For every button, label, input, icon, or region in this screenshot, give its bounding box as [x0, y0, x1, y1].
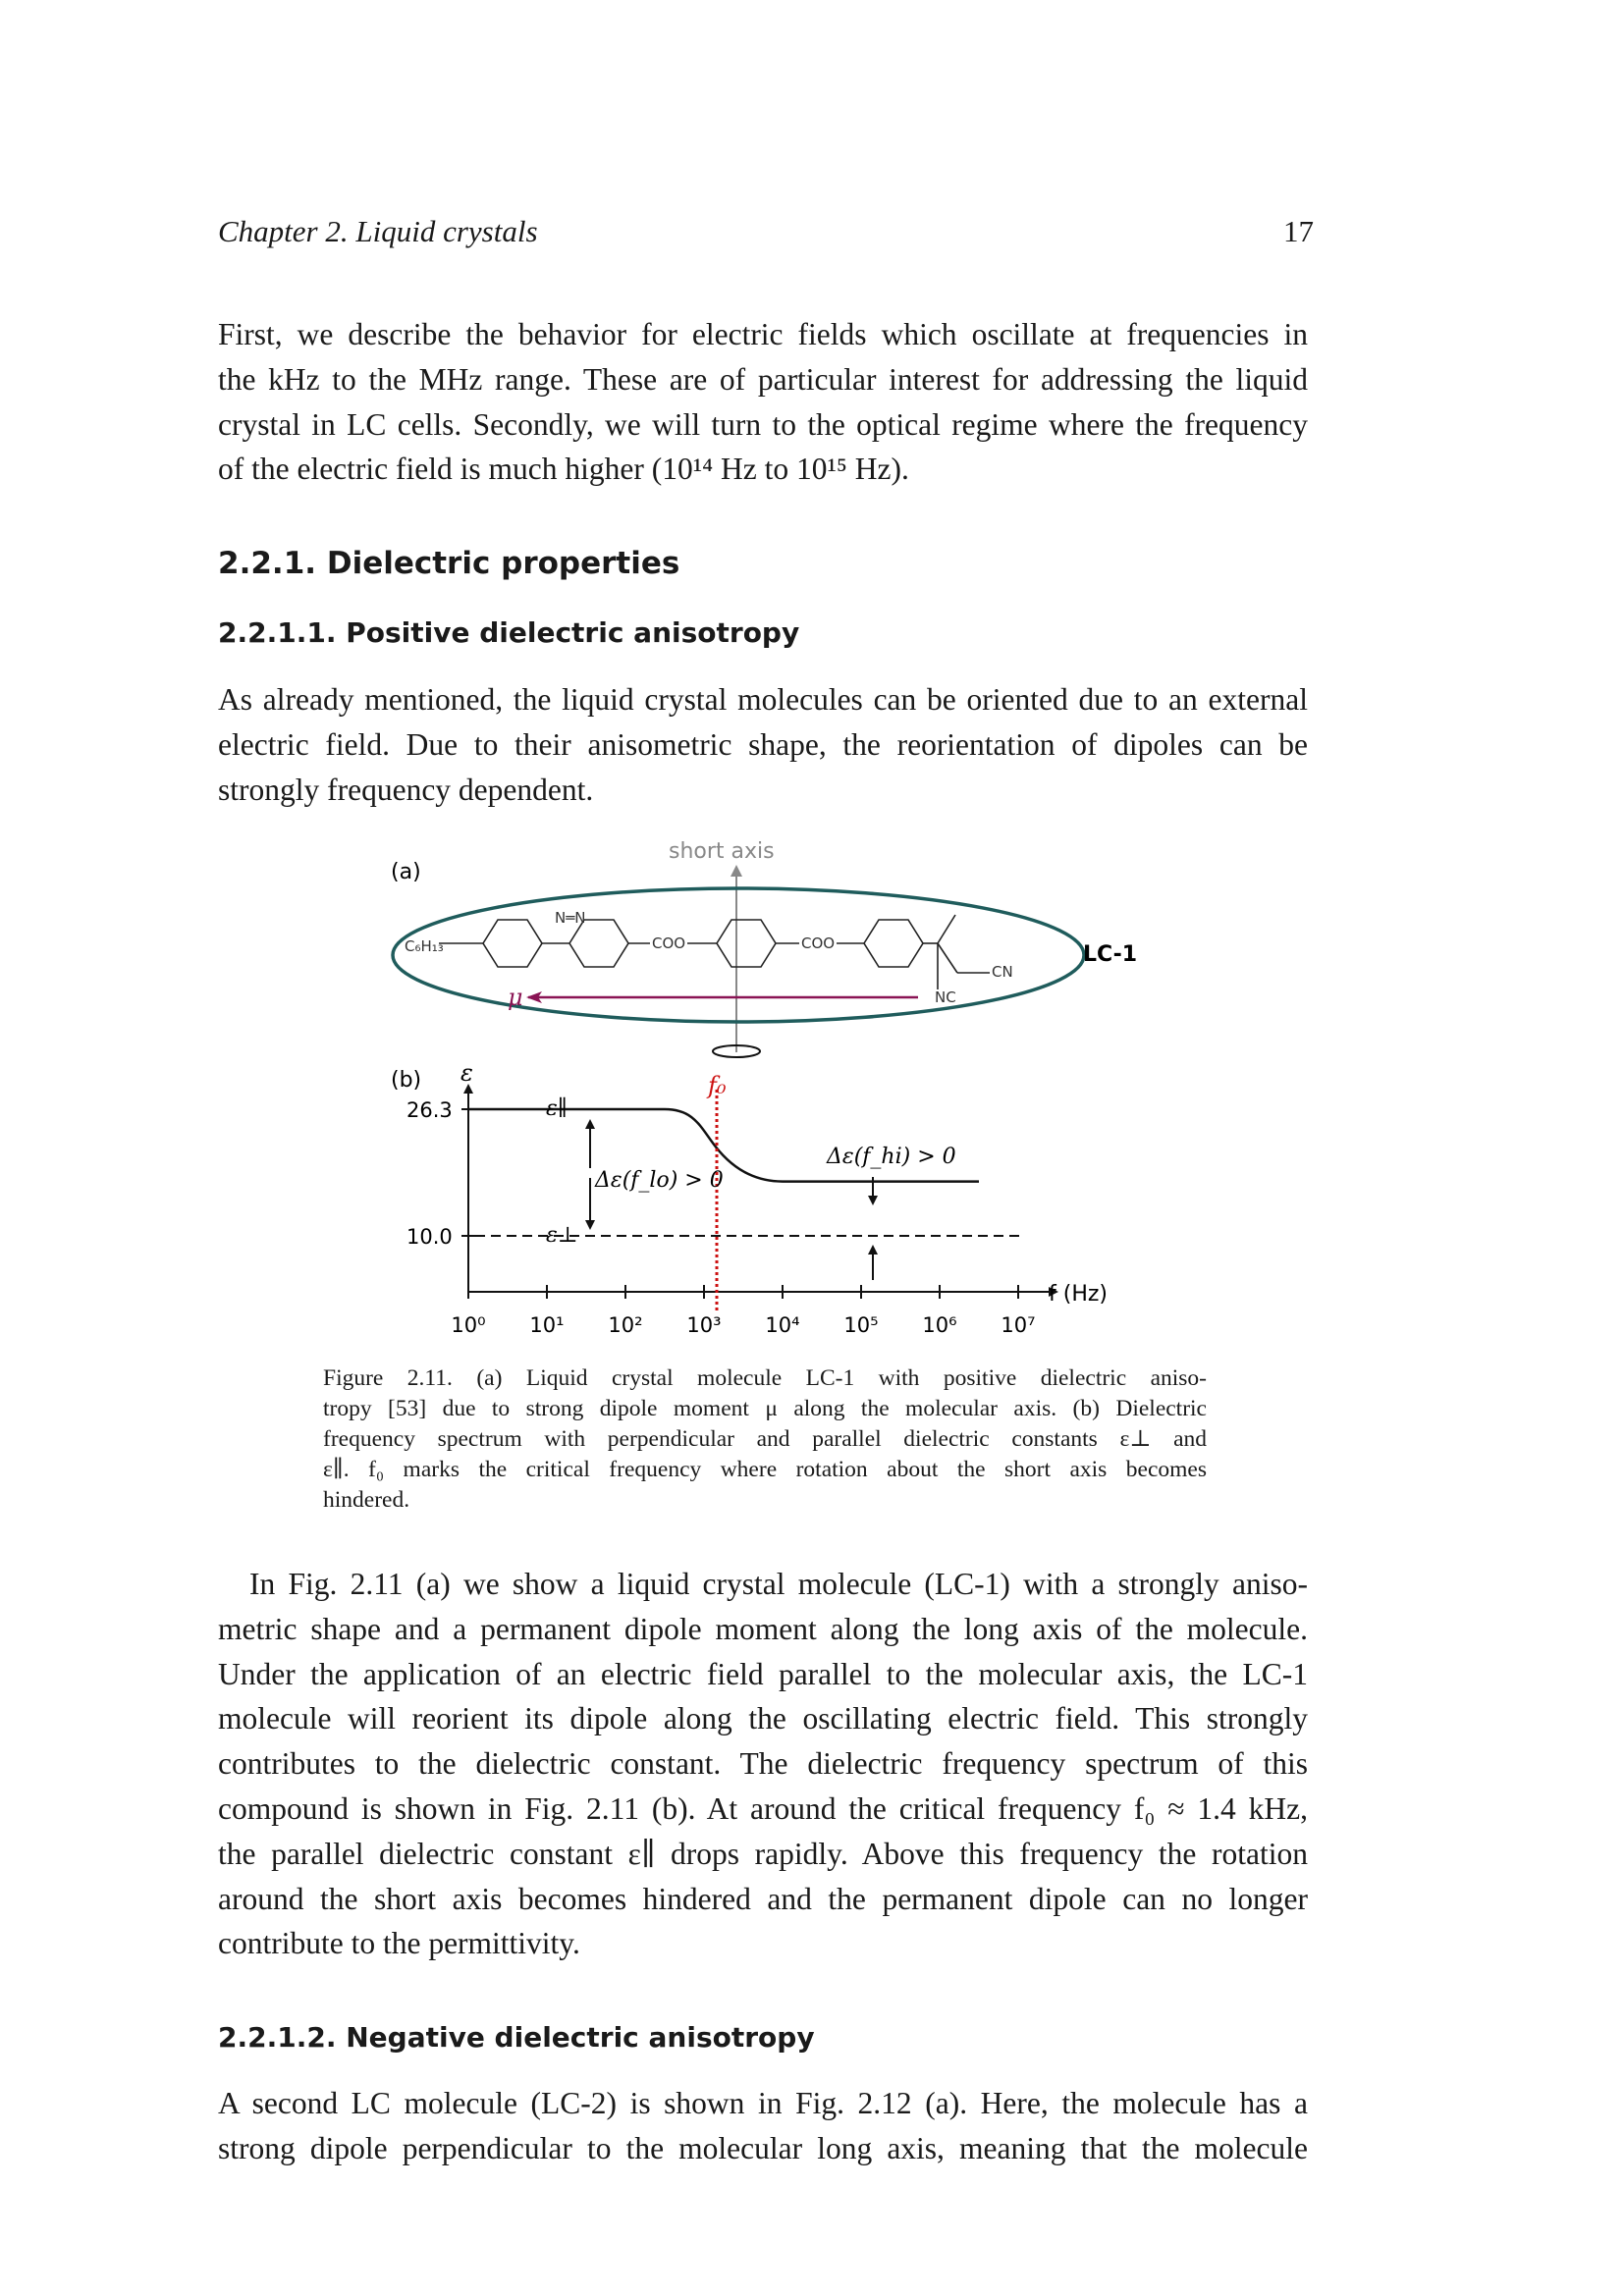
text-line: In Fig. 2.11 (a) we show a liquid crystal molecule (LC-1) with a strongly aniso-: [249, 1567, 1308, 1601]
text-line: metric shape and a permanent dipole moment along the long axis of the molecule.: [218, 1611, 1308, 1646]
panel-a-label: (a): [391, 860, 421, 884]
text-line: around the short axis becomes hindered and the permanent dipole can no longer: [218, 1881, 1308, 1916]
chem-label-nc: NC: [935, 988, 956, 1006]
text-line: of the electric field is much higher (10¹⁴ Hz to 10¹⁵ Hz).: [218, 452, 909, 487]
f0-label: f₀: [708, 1072, 727, 1099]
paragraph-figure-discussion: [218, 1562, 1308, 1966]
eps-parallel-label: ε∥: [546, 1096, 568, 1121]
subsection-heading-negative: 2.2.1.2. Negative dielectric anisotropy: [218, 2021, 815, 2054]
caption-line: ε∥. f₀ marks the critical frequency where rotation about the short axis becomes: [323, 1457, 1207, 1482]
intro-paragraph: [218, 312, 1308, 492]
lc1-structure: [439, 915, 990, 989]
figure-caption: [323, 1363, 1207, 1516]
delta-hi-label: Δε(f_hi) > 0: [827, 1145, 956, 1169]
y-tick-label-high: 26.3: [406, 1098, 453, 1122]
text-line: Under the application of an electric field parallel to the molecular axis, the LC-1: [218, 1656, 1308, 1691]
text-line: electric field. Due to their anisometric shape, the reorientation of dipoles can be: [218, 726, 1308, 762]
molecule-name-label: LC-1: [1083, 942, 1138, 967]
chem-label-cn: CN: [992, 963, 1013, 981]
x-tick-label: 10⁶: [922, 1313, 957, 1337]
y-tick-label-low: 10.0: [406, 1225, 453, 1249]
x-tick-label: 10³: [686, 1313, 722, 1337]
paragraph-negative-anisotropy: [218, 2081, 1308, 2171]
caption-line: tropy [53] due to strong dipole moment μ along the molecular axis. (b) Dielectric: [323, 1396, 1207, 1421]
molecule-ellipse: [393, 888, 1084, 1022]
running-header-chapter: Chapter 2. Liquid crystals: [218, 214, 538, 248]
figure-2-11: [0, 825, 1624, 1355]
eps-perp-label: ε⊥: [546, 1223, 578, 1248]
text-line: compound is shown in Fig. 2.11 (b). At around the critical frequency f₀ ≈ 1.4 kHz,: [218, 1790, 1308, 1826]
y-axis-symbol: ε: [460, 1059, 473, 1087]
mu-label: μ: [508, 984, 523, 1011]
text-line: contributes to the dielectric constant. The dielectric frequency spectrum of this: [218, 1746, 1308, 1782]
text-line: A second LC molecule (LC-2) is shown in Fig. 2.12 (a). Here, the molecule has a: [218, 2086, 1308, 2120]
paragraph-positive-anisotropy: [218, 677, 1308, 812]
x-axis-label: f (Hz): [1049, 1282, 1108, 1307]
chem-label-azo: N═N: [555, 909, 586, 927]
text-line: the parallel dielectric constant ε∥ drops rapidly. Above this frequency the rotation: [218, 1836, 1308, 1871]
text-line: crystal in LC cells. Secondly, we will turn to the optical regime where the frequency: [218, 406, 1308, 442]
page-number: 17: [1283, 214, 1314, 248]
text-line: molecule will reorient its dipole along the oscillating electric field. This strongly: [218, 1701, 1308, 1736]
short-axis-label: short axis: [669, 839, 775, 864]
delta-lo-label: Δε(f_lo) > 0: [595, 1168, 724, 1193]
panel-b-label: (b): [391, 1068, 422, 1093]
text-line: strong dipole perpendicular to the molecular long axis, meaning that the molecule: [218, 2130, 1308, 2165]
text-line: strongly frequency dependent.: [218, 772, 594, 807]
x-tick-label: 10⁰: [451, 1313, 486, 1337]
x-tick-label: 10⁴: [765, 1313, 800, 1337]
text-line: contribute to the permittivity.: [218, 1926, 580, 1961]
chem-label-c6h13: C₆H₁₃: [405, 937, 444, 955]
text-line: As already mentioned, the liquid crystal molecules can be oriented due to an external: [218, 682, 1308, 717]
caption-line: Figure 2.11. (a) Liquid crystal molecule LC-1 with positive dielectric aniso-: [323, 1365, 1207, 1391]
text-line: First, we describe the behavior for electric fields which oscillate at frequencies in: [218, 317, 1308, 351]
x-tick-label: 10¹: [529, 1313, 565, 1337]
chem-label-coo-2: COO: [801, 934, 836, 952]
x-tick-label: 10²: [608, 1313, 643, 1337]
caption-line: frequency spectrum with perpendicular and parallel dielectric constants ε⊥ and: [323, 1426, 1207, 1452]
x-tick-label: 10⁷: [1001, 1313, 1036, 1337]
section-heading: 2.2.1. Dielectric properties: [218, 546, 680, 581]
x-tick-label: 10⁵: [843, 1313, 879, 1337]
caption-line: hindered.: [323, 1487, 410, 1513]
chem-label-coo-1: COO: [652, 934, 686, 952]
subsection-heading-positive: 2.2.1.1. Positive dielectric anisotropy: [218, 616, 800, 649]
text-line: the kHz to the MHz range. These are of particular interest for addressing the liquid: [218, 361, 1308, 397]
